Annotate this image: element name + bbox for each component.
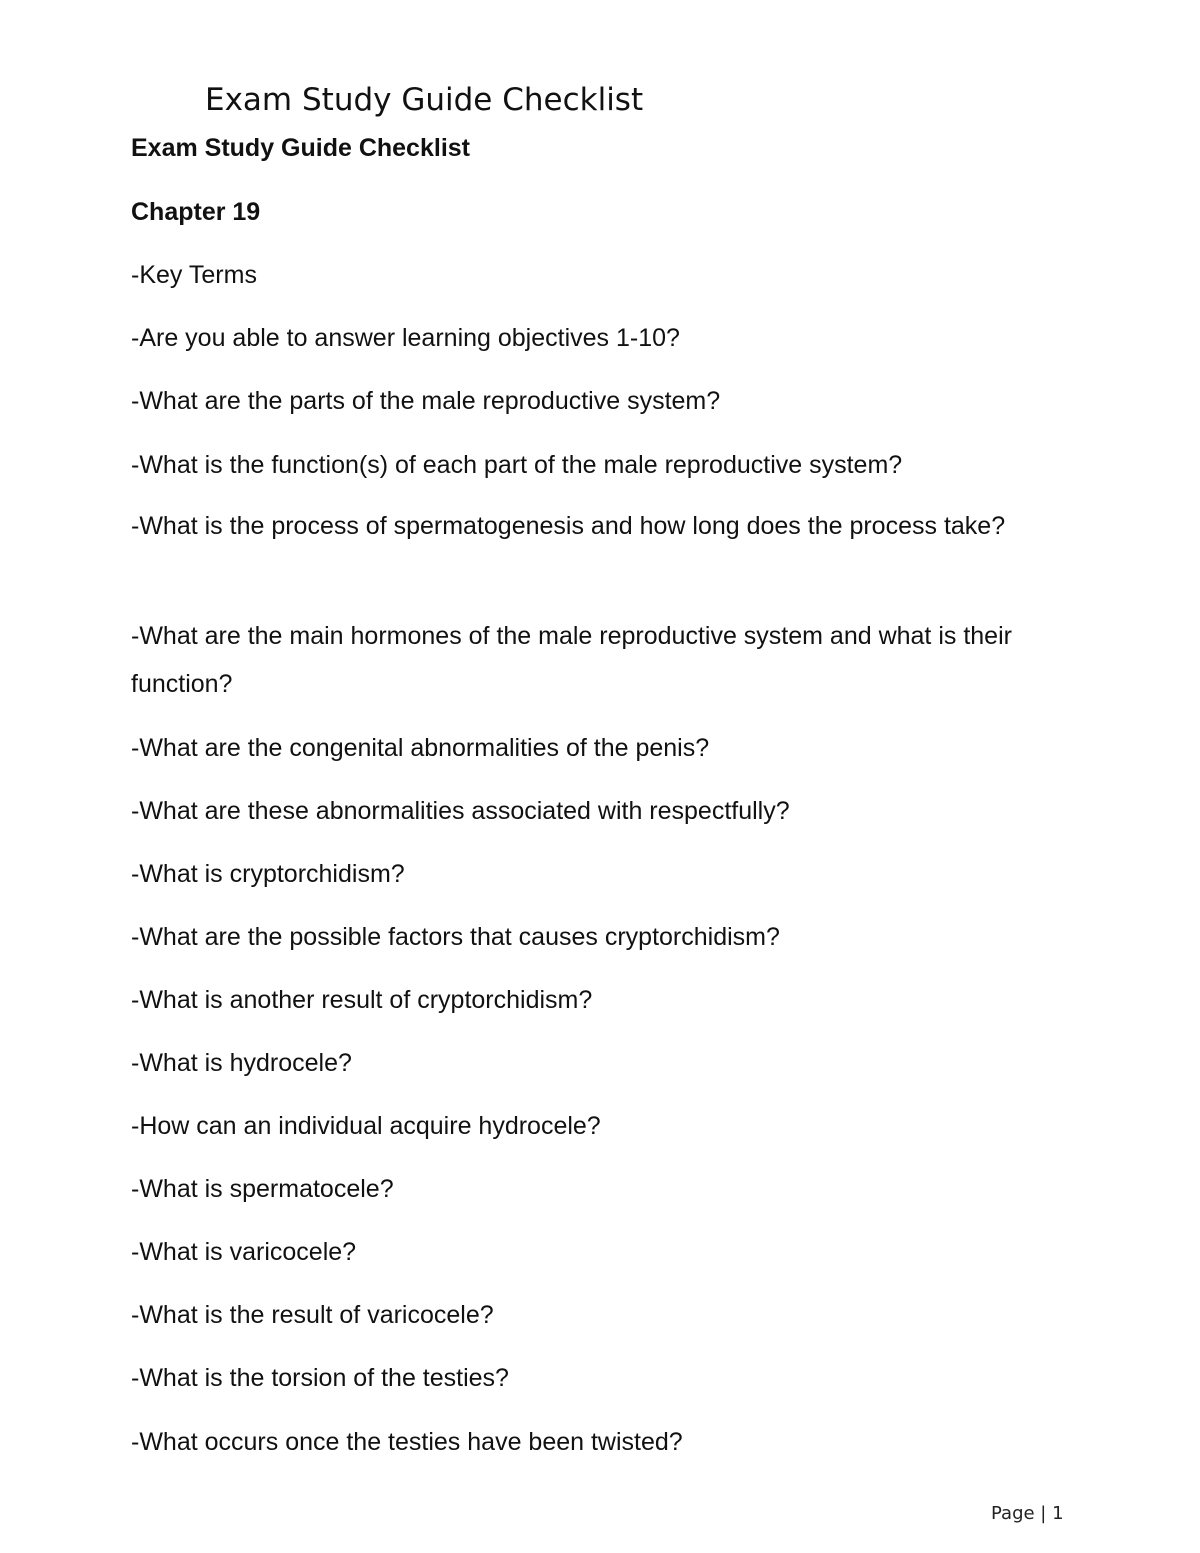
list-item: -What is spermatocele? bbox=[131, 1175, 394, 1203]
page-number: Page | 1 bbox=[991, 1503, 1064, 1524]
list-item: -What are the congenital abnormalities of the penis? bbox=[131, 734, 710, 762]
list-item: -What is cryptorchidism? bbox=[131, 860, 405, 888]
list-item: -What are the main hormones of the male reproductive system and what is their function? bbox=[131, 622, 1012, 698]
list-item: -How can an individual acquire hydrocele? bbox=[131, 1112, 601, 1140]
list-item: -What are these abnormalities associated with respectfully? bbox=[131, 797, 790, 825]
list-item: -What is the torsion of the testies? bbox=[131, 1364, 509, 1392]
list-item: -What is another result of cryptorchidism? bbox=[131, 986, 593, 1014]
list-item: -What is varicocele? bbox=[131, 1238, 357, 1266]
list-item: -What occurs once the testies have been twisted? bbox=[131, 1428, 683, 1456]
list-item: -What are the parts of the male reproductive system? bbox=[131, 387, 721, 415]
list-item: -What is the result of varicocele? bbox=[131, 1301, 494, 1329]
chapter-heading: Chapter 19 bbox=[131, 198, 261, 226]
list-item: -What are the possible factors that causes cryptorchidism? bbox=[131, 923, 780, 951]
list-item: -What is the process of spermatogenesis and how long does the process take? bbox=[131, 512, 1006, 540]
list-item: -Are you able to answer learning objectives 1-10? bbox=[131, 324, 680, 352]
document-title: Exam Study Guide Checklist bbox=[131, 134, 470, 162]
page-header-title: Exam Study Guide Checklist bbox=[205, 82, 644, 118]
key-terms-item: -Key Terms bbox=[131, 261, 257, 289]
list-item: -What is the function(s) of each part of the male reproductive system? bbox=[131, 451, 903, 479]
list-item: -What is hydrocele? bbox=[131, 1049, 352, 1077]
